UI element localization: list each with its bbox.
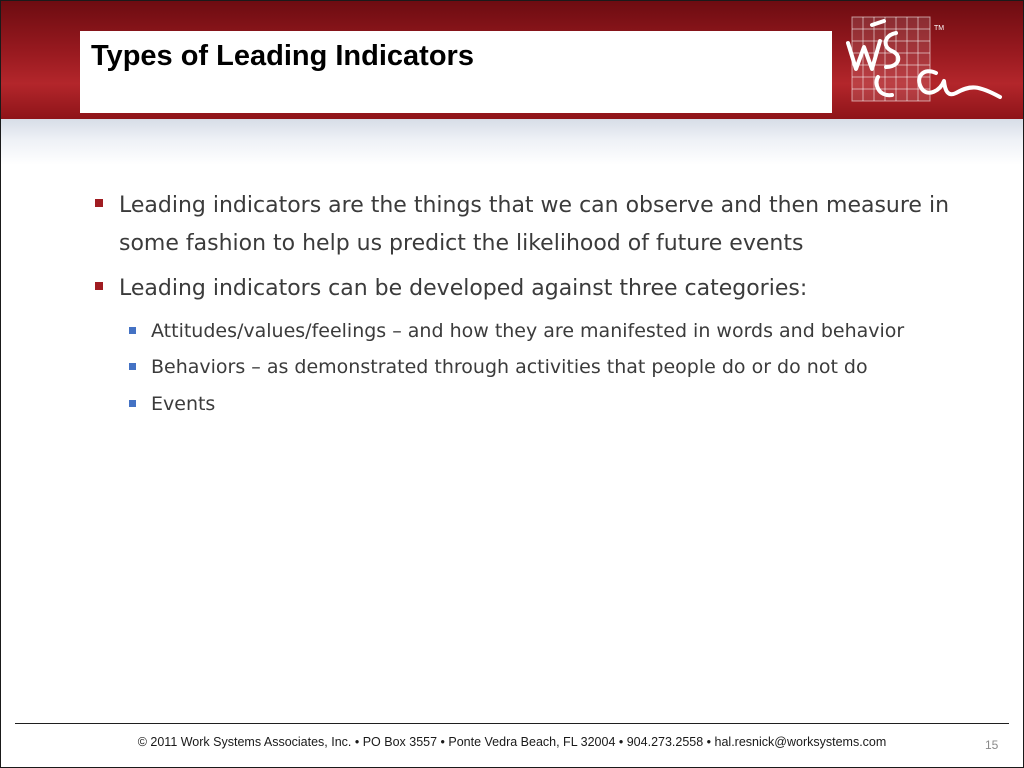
bullet-item-2 xyxy=(95,270,955,308)
sub-bullet-text: Events xyxy=(151,392,216,415)
bullet-text: Leading indicators can be developed against three categories: xyxy=(119,276,808,301)
title-box xyxy=(80,31,832,113)
footer-divider xyxy=(15,723,1009,724)
bullet-list xyxy=(95,187,955,425)
header-gradient xyxy=(1,119,1023,165)
sub-bullet-text: Attitudes/values/feelings – and how they are manifested in words and behavior xyxy=(151,319,905,342)
sub-bullet-text: Behaviors – as demonstrated through activities that people do or do not do xyxy=(151,356,868,378)
page-number: 15 xyxy=(985,738,999,752)
sub-bullet-item-1 xyxy=(95,316,955,347)
bullet-item-1 xyxy=(95,187,955,262)
square-bullet-icon xyxy=(95,282,103,290)
square-bullet-icon xyxy=(129,327,136,334)
square-bullet-icon xyxy=(129,400,136,407)
square-bullet-icon xyxy=(129,363,136,370)
bullet-text: Leading indicators are the things that we can observe and then measure in some fashion to help us predict the likelihood of future events xyxy=(119,193,950,256)
sub-bullet-item-3 xyxy=(95,389,955,420)
slide-title: Types of Leading Indicators xyxy=(91,40,474,72)
square-bullet-icon xyxy=(95,199,103,207)
wsa-logo-icon xyxy=(844,11,1004,105)
trademark-mark: TM xyxy=(934,25,945,32)
footer-contact: © 2011 Work Systems Associates, Inc. • PO Box 3557 • Ponte Vedra Beach, FL 32004 • 904.273.2558 • hal.resnick@worksystems.com xyxy=(137,735,887,749)
sub-bullet-item-2 xyxy=(95,352,955,383)
